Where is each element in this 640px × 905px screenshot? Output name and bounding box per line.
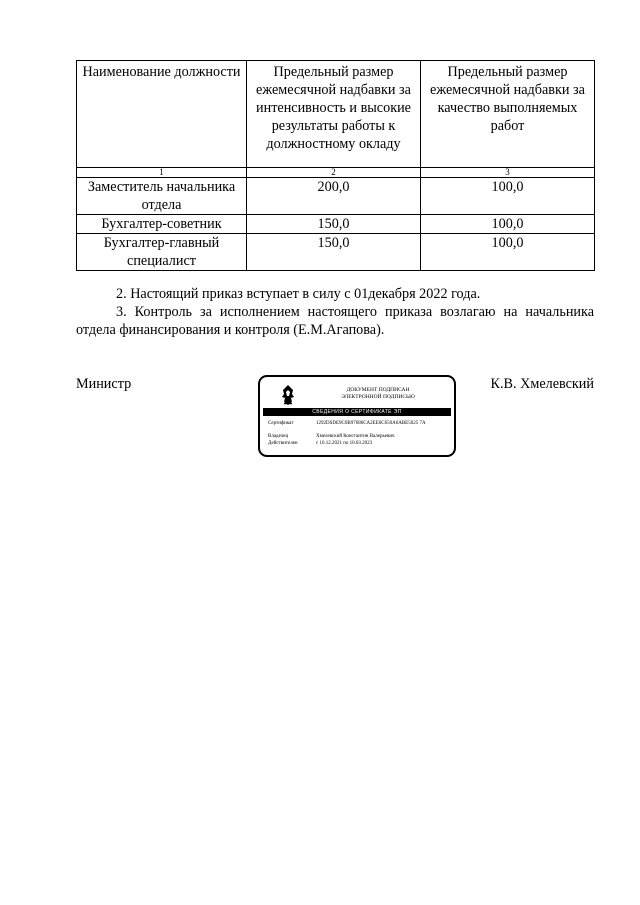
stamp-valid-value: с 10.12.2021 по 10.03.2023 — [316, 441, 373, 446]
stamp-cert-band: СВЕДЕНИЯ О СЕРТИФИКАТЕ ЭП — [263, 408, 451, 416]
stamp-valid-row — [268, 441, 444, 447]
column-number: 1 — [77, 168, 247, 178]
signatory-position: Министр — [76, 376, 132, 392]
column-numbers-row — [77, 168, 595, 178]
table-row — [77, 234, 595, 271]
row-intensity-value: 150,0 — [247, 215, 421, 234]
allowance-table — [76, 60, 595, 271]
header-intensity-allowance: Предельный размер ежемесячной надбавки за интенсивность и высокие результаты работы к должностному окладу — [247, 61, 421, 168]
coat-of-arms-icon — [280, 384, 296, 406]
table-row — [77, 215, 595, 234]
row-quality-value: 100,0 — [421, 215, 595, 234]
row-intensity-value: 200,0 — [247, 178, 421, 215]
column-number: 3 — [421, 168, 595, 178]
row-quality-value: 100,0 — [421, 234, 595, 271]
table-row — [77, 178, 595, 215]
paragraph-effective-date: 2. Настоящий приказ вступает в силу с 01декабря 2022 года. — [116, 286, 481, 302]
stamp-owner-row — [268, 434, 444, 440]
stamp-cert-value: 1292DSDE9C0B97686CA2EE6C650A6ABE5025 7A — [316, 421, 426, 426]
table-header-row — [77, 61, 595, 168]
stamp-title-line1: ДОКУМЕНТ ПОДПИСАН — [346, 387, 410, 393]
electronic-signature-stamp — [258, 375, 456, 457]
stamp-title-line2: ЭЛЕКТРОННОЙ ПОДПИСЬЮ — [341, 394, 415, 400]
stamp-cert-row — [268, 421, 444, 427]
header-quality-allowance: Предельный размер ежемесячной надбавки за качество выполняемых работ — [421, 61, 595, 168]
stamp-valid-label: Действителен — [268, 441, 298, 446]
row-position: Бухгалтер-главный специалист — [77, 234, 247, 271]
row-position: Бухгалтер-советник — [77, 215, 247, 234]
column-number: 2 — [247, 168, 421, 178]
row-position: Заместитель начальника отдела — [77, 178, 247, 215]
signatory-name: К.В. Хмелевский — [490, 376, 594, 392]
row-quality-value: 100,0 — [421, 178, 595, 215]
stamp-owner-label: Владелец — [268, 434, 289, 439]
stamp-cert-label: Сертификат — [268, 421, 294, 426]
paragraph-control: 3. Контроль за исполнением настоящего приказа возлагаю на начальника отдела финансирования и контроля (Е.М.Агапова). — [76, 304, 594, 338]
header-position: Наименование должности — [77, 61, 247, 168]
stamp-owner-value: Хмелевский Константин Валерьевич — [316, 434, 395, 439]
row-intensity-value: 150,0 — [247, 234, 421, 271]
